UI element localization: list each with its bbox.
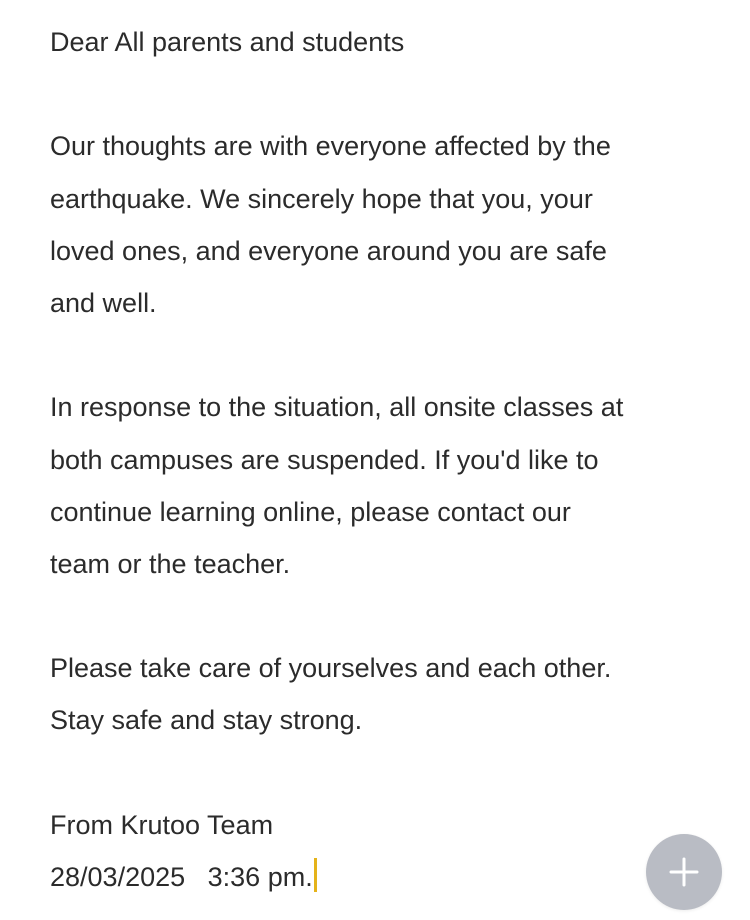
paragraph-1-line-4: and well. <box>50 287 157 318</box>
paragraph-2-line-1: In response to the situation, all onsite classes at <box>50 392 624 423</box>
greeting-line: Dear All parents and students <box>50 27 405 57</box>
paragraph-3-line-2: Stay safe and stay strong. <box>50 705 363 736</box>
signature-line: From Krutoo Team <box>50 809 274 840</box>
paragraph-1-line-2: earthquake. We sincerely hope that you, your <box>50 183 593 214</box>
blank-line <box>50 590 710 642</box>
date-time-text: 28/03/2025 3:36 pm. <box>50 862 313 892</box>
plus-icon <box>669 857 699 887</box>
paragraph-1-line-3: loved ones, and everyone around you are safe <box>50 235 607 266</box>
paragraph-3-line-1: Please take care of yourselves and each other. <box>50 653 612 684</box>
paragraph-2-line-3: continue learning online, please contact our <box>50 496 571 527</box>
paragraph-2-line-2: both campuses are suspended. If you'd like to <box>50 444 599 475</box>
blank-line <box>50 329 710 381</box>
paragraph-1-line-1: Our thoughts are with everyone affected by the <box>50 131 611 162</box>
new-note-button[interactable] <box>646 834 722 910</box>
text-cursor <box>314 858 317 892</box>
paragraph-2-line-4: team or the teacher. <box>50 548 291 579</box>
blank-line <box>50 747 710 799</box>
blank-line <box>50 68 710 120</box>
note-body[interactable] <box>50 16 710 903</box>
date-time-line <box>50 851 710 903</box>
